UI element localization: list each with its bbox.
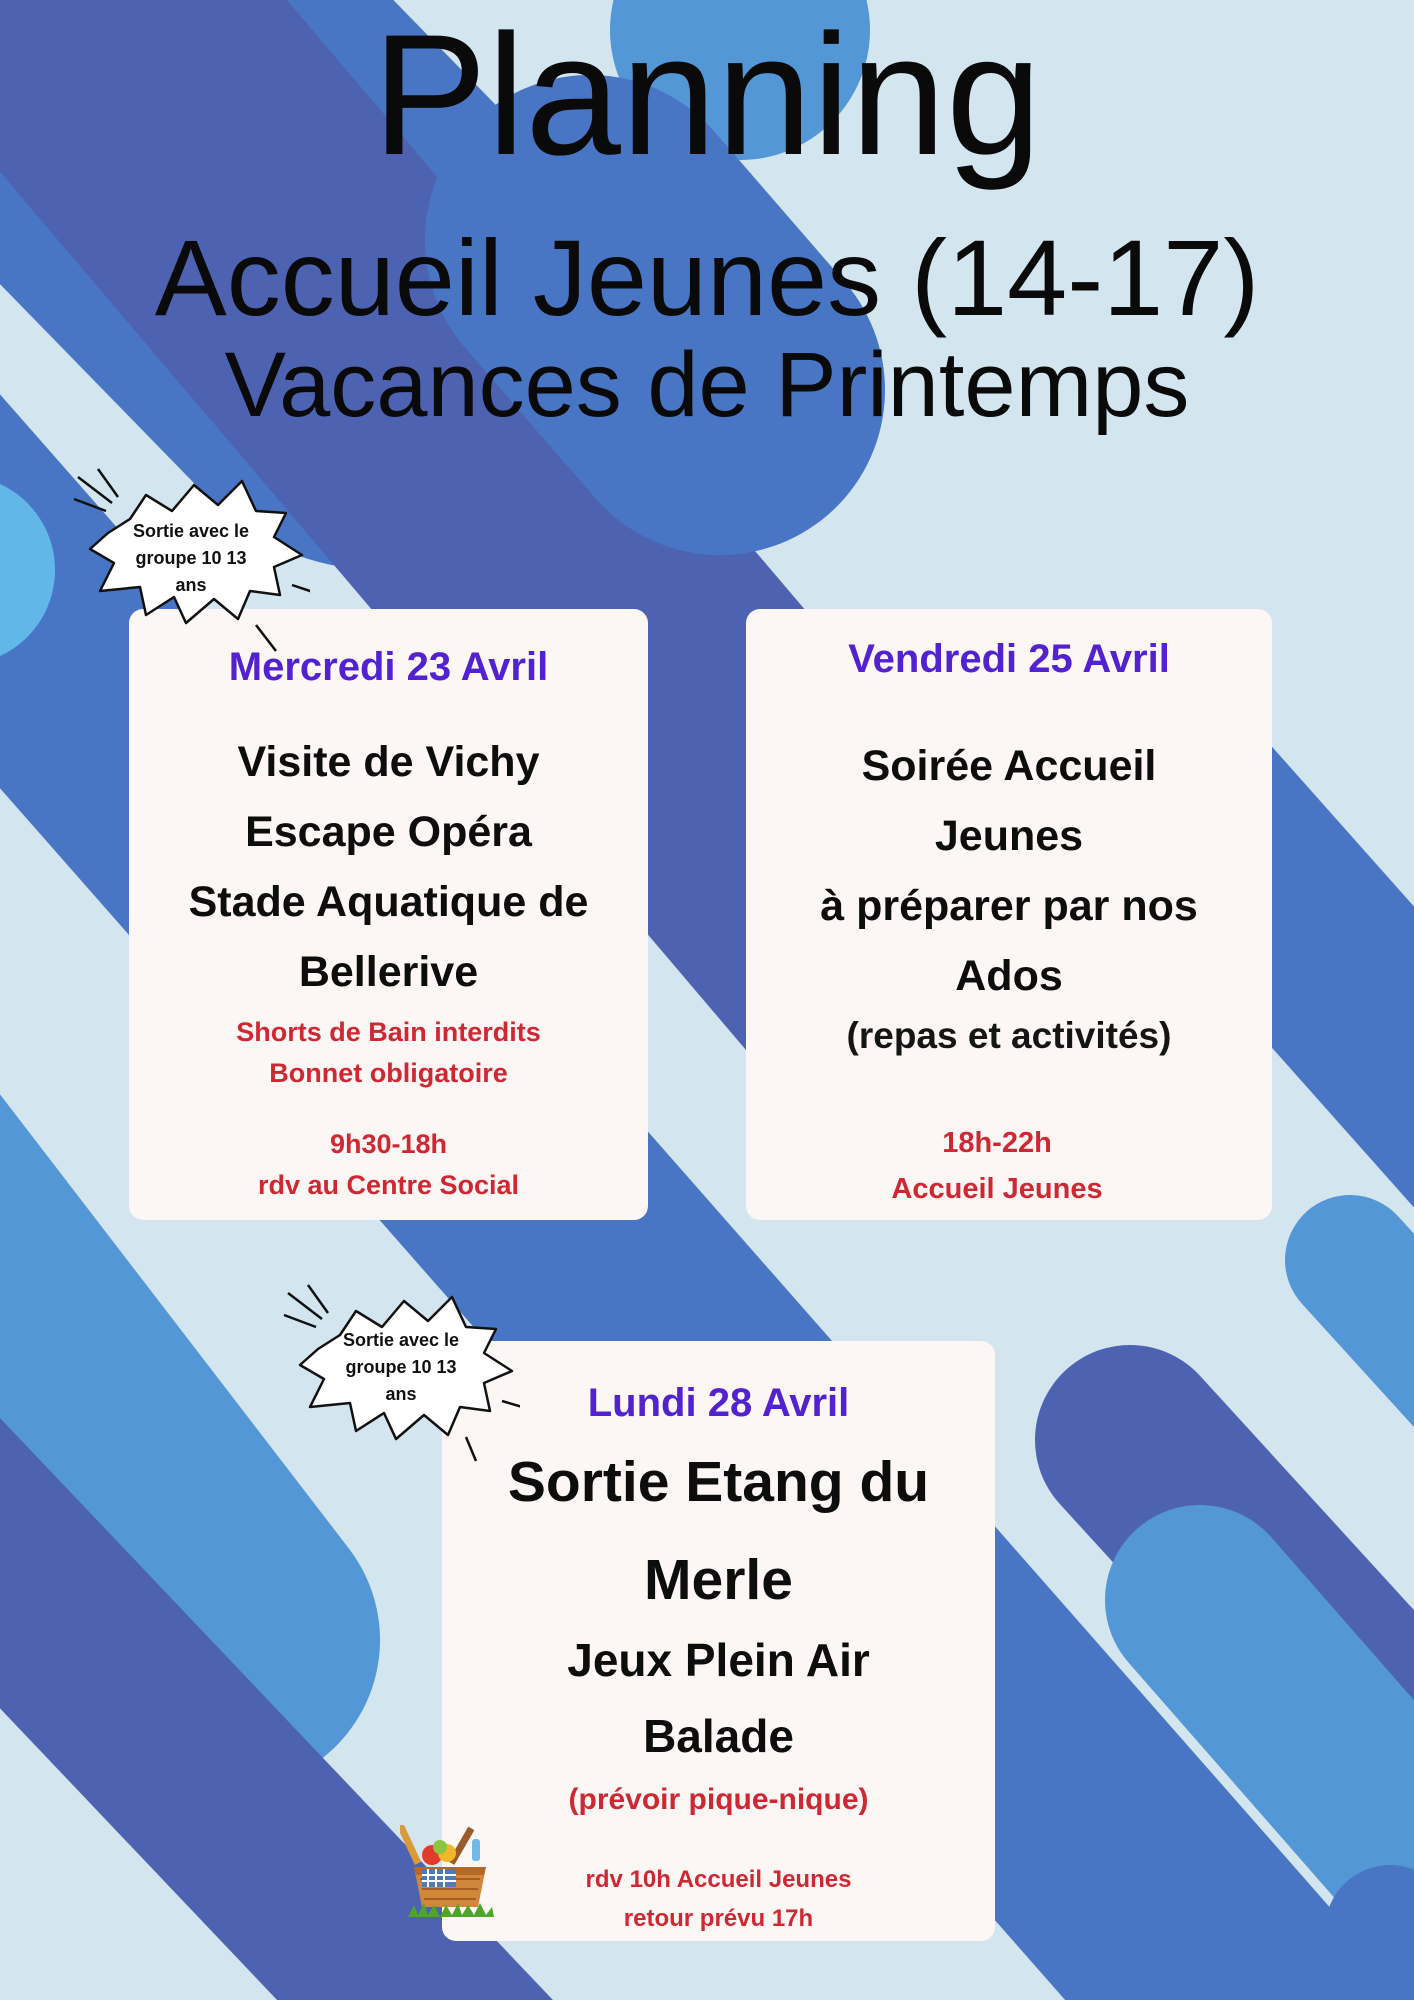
note-line: Bonnet obligatoire bbox=[269, 1058, 508, 1088]
event-activities bbox=[129, 727, 648, 1007]
badge-line: ans bbox=[385, 1384, 417, 1404]
event-schedule bbox=[734, 1120, 1260, 1212]
event-title bbox=[442, 1433, 995, 1629]
activity-line: Jeux Plein Air bbox=[567, 1634, 870, 1686]
activity-line: à préparer par nos bbox=[820, 882, 1198, 930]
event-notes bbox=[129, 1012, 648, 1094]
page-subtitle: Accueil Jeunes (14-17) bbox=[154, 217, 1260, 338]
activity-line: Escape Opéra bbox=[245, 808, 532, 856]
event-activities bbox=[746, 731, 1272, 1011]
event-time: 9h30-18h bbox=[329, 1129, 448, 1159]
picnic-basket-icon bbox=[400, 1825, 500, 1925]
event-notes bbox=[442, 1778, 995, 1822]
event-place: rdv au Centre Social bbox=[257, 1170, 520, 1200]
badge-line: ans bbox=[175, 575, 207, 595]
badge-line: Sortie avec le bbox=[342, 1330, 460, 1350]
event-detail: (repas et activités) bbox=[846, 1015, 1172, 1056]
event-time: rdv 10h Accueil Jeunes bbox=[585, 1866, 852, 1893]
event-place: Accueil Jeunes bbox=[891, 1173, 1103, 1205]
event-place: retour prévu 17h bbox=[623, 1905, 814, 1932]
group-badge bbox=[321, 1327, 481, 1408]
badge-line: groupe 10 13 bbox=[345, 1357, 457, 1377]
title-line: Sortie Etang du bbox=[507, 1450, 930, 1514]
event-card-vendredi bbox=[746, 609, 1272, 1220]
page-title: Planning bbox=[372, 0, 1042, 191]
activity-line: Bellerive bbox=[298, 948, 479, 996]
title-line: Merle bbox=[644, 1548, 793, 1612]
event-activities bbox=[442, 1622, 995, 1774]
event-date: Vendredi 25 Avril bbox=[848, 637, 1170, 681]
event-time: 18h-22h bbox=[942, 1127, 1052, 1159]
event-date: Mercredi 23 Avril bbox=[228, 645, 549, 689]
note-line: Shorts de Bain interdits bbox=[236, 1017, 541, 1047]
event-date: Lundi 28 Avril bbox=[587, 1381, 850, 1425]
event-schedule bbox=[129, 1124, 648, 1206]
event-schedule bbox=[442, 1860, 995, 1938]
activity-line: Ados bbox=[955, 952, 1063, 1000]
event-card-mercredi bbox=[129, 609, 648, 1220]
activity-line: Visite de Vichy bbox=[237, 738, 540, 786]
event-card-lundi bbox=[442, 1341, 995, 1941]
activity-line: Soirée Accueil bbox=[861, 742, 1157, 790]
badge-line: groupe 10 13 bbox=[135, 548, 247, 568]
activity-line: Jeunes bbox=[934, 812, 1084, 860]
activity-line: Balade bbox=[643, 1710, 794, 1762]
badge-line: Sortie avec le bbox=[132, 521, 250, 541]
note-line: (prévoir pique-nique) bbox=[568, 1783, 869, 1816]
period-label: Vacances de Printemps bbox=[224, 334, 1190, 436]
activity-line: Stade Aquatique de bbox=[188, 878, 589, 926]
group-badge bbox=[111, 518, 271, 599]
